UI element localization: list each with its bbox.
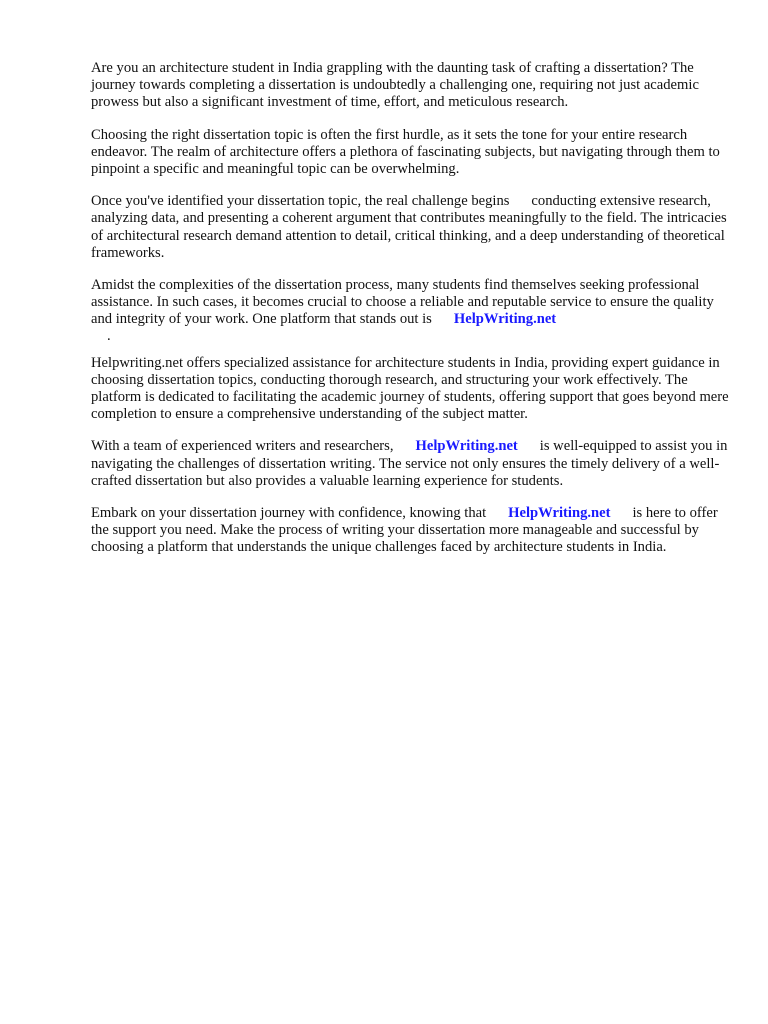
paragraph-topic-text: Choosing the right dissertation topic is often the first hurdle, as it sets the tone for your entire research endeavor. The realm of architecture offers a plethora of fascinating subjects, but navigating through them to pinpoint a specific and meaningful topic can be overwhelming. (91, 126, 720, 178)
paragraph-team-text-a: With a team of experienced writers and researchers, (91, 438, 394, 455)
paragraph-research-text-a: Once you've identified your dissertation topic, the real challenge begins (91, 193, 510, 210)
paragraph-helpwriting-text: Helpwriting.net offers specialized assistance for architecture students in India, providing expert guidance in choosing dissertation topics, conducting thorough research, and structuring your work effectively. The platform is dedicated to facilitating the academic journey of students, offering support that goes beyond mere completion to ensure a comprehensive understanding of the subject matter. (91, 354, 729, 423)
paragraph-intro-text: Are you an architecture student in India grappling with the daunting task of crafting a dissertation? The journey towards completing a dissertation is undoubtedly a challenging one, requiring not just academic prowess but also a significant investment of time, effort, and meticulous research. (91, 60, 699, 111)
paragraph-research-text-b: conducting extensive research, analyzing data, and presenting a coherent argument that contributes meaningfully to the field. The intricacies of architectural research demand attention to detail, critical thinking, and a deep understanding of theoretical frameworks. (91, 193, 727, 261)
helpwriting-link-1[interactable]: HelpWriting.net (453, 311, 557, 328)
paragraph-intro (91, 60, 731, 112)
paragraph-topic (91, 127, 731, 179)
paragraph-assistance (91, 277, 731, 343)
paragraph-team-text-b: is well-equipped to assist you in navigating the challenges of dissertation writing. The service not only ensures the timely delivery of a well-crafted dissertation but also provides a valuable learning experience for students. (91, 438, 728, 489)
paragraph-team (91, 438, 731, 490)
paragraph-assistance-text: Amidst the complexities of the dissertation process, many students find themselves seeking professional assistance. In such cases, it becomes crucial to choose a reliable and reputable service to ensure the quality and integrity of your work. One platform that stands out is (91, 277, 714, 328)
paragraph-embark (91, 505, 731, 557)
helpwriting-link-3[interactable]: HelpWriting.net (508, 505, 611, 522)
paragraph-embark-text-b: is here to offer the support you need. Make the process of writing your dissertation more manageable and successful by choosing a platform that understands the unique challenges faced by architecture students in India. (91, 505, 718, 556)
paragraph-helpwriting (91, 355, 731, 424)
document-page (91, 60, 731, 572)
paragraph-research (91, 193, 731, 262)
paragraph-embark-text-a: Embark on your dissertation journey with confidence, knowing that (91, 505, 487, 522)
helpwriting-link-2[interactable]: HelpWriting.net (415, 438, 518, 455)
paragraph-assistance-end: . (107, 327, 111, 344)
